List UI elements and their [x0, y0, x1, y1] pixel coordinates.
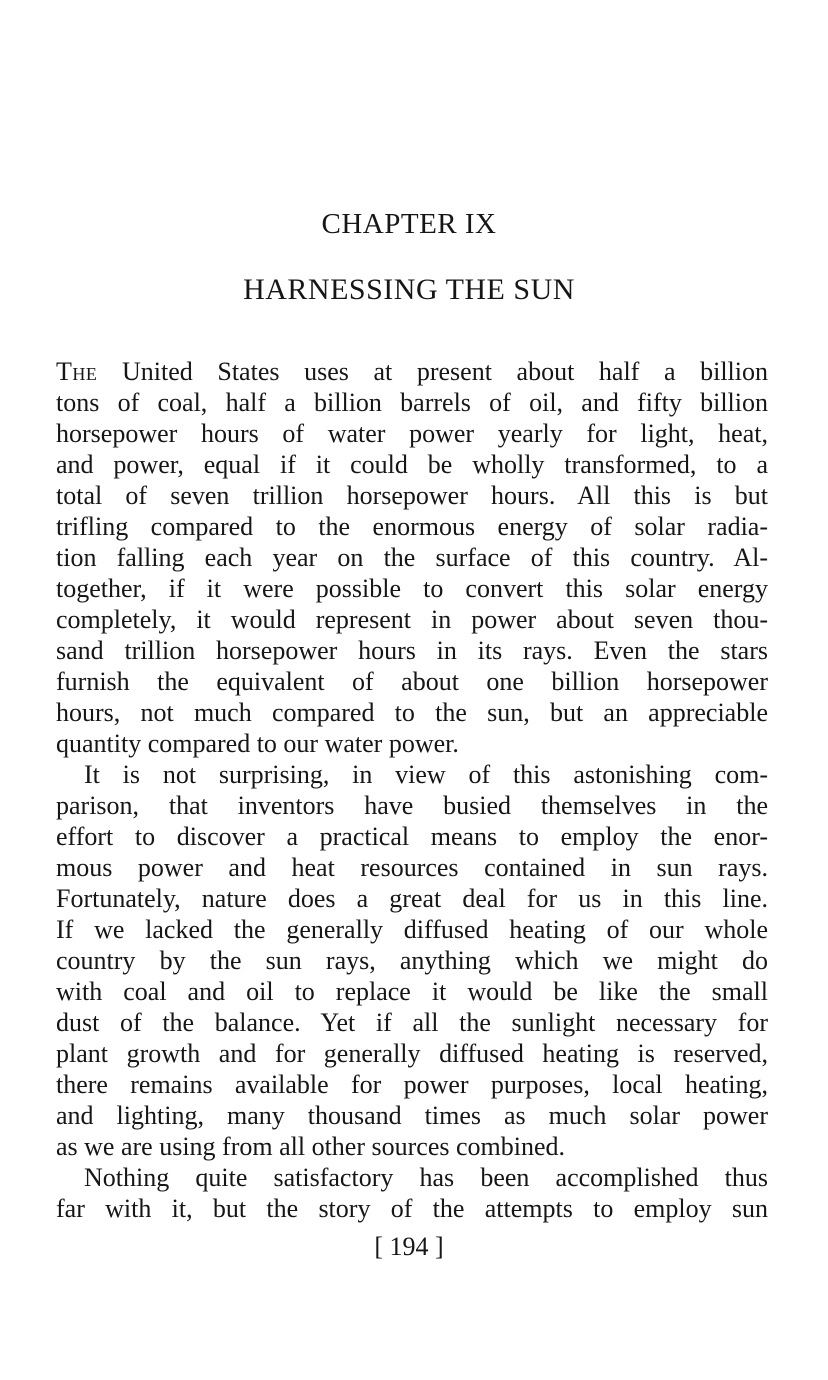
lead-word: The — [56, 357, 98, 386]
text-line: as we are using from all other sources combined. — [56, 1132, 566, 1161]
text-line: quantity compared to our water power. — [56, 729, 459, 758]
paragraph-1 — [56, 356, 768, 759]
chapter-number: CHAPTER IX — [321, 208, 497, 240]
text-line: there remains available for power purposes, local heating, — [56, 1070, 768, 1099]
text-line: parison, that inventors have busied themselves in the — [56, 791, 768, 820]
text-line: sand trillion horsepower hours in its rays. Even the stars — [56, 636, 768, 665]
text-line: completely, it would represent in power about seven thou- — [56, 605, 768, 634]
text-line: Nothing quite satisfactory has been accomplished thus — [84, 1163, 768, 1192]
text-line: dust of the balance. Yet if all the sunlight necessary for — [56, 1008, 768, 1037]
chapter-title: HARNESSING THE SUN — [243, 273, 575, 306]
text-line: plant growth and for generally diffused heating is reserved, — [56, 1039, 768, 1068]
text-line: hours, not much compared to the sun, but an appreciable — [56, 698, 768, 727]
text-line: together, if it were possible to convert this solar energy — [56, 574, 768, 603]
body-text — [56, 356, 768, 1224]
text-line: Fortunately, nature does a great deal for us in this line. — [56, 884, 768, 913]
text-line: with coal and oil to replace it would be like the small — [56, 977, 768, 1006]
text-line: effort to discover a practical means to employ the enor- — [56, 822, 768, 851]
text-line: mous power and heat resources contained in sun rays. — [56, 853, 768, 882]
text-line: total of seven trillion horsepower hours. All this is but — [56, 481, 768, 510]
text-line: tons of coal, half a billion barrels of oil, and fifty billion — [56, 388, 768, 417]
text-line: country by the sun rays, anything which we might do — [56, 946, 768, 975]
text-line: far with it, but the story of the attempts to employ sun — [56, 1194, 768, 1223]
text-line: and power, equal if it could be wholly transformed, to a — [56, 450, 768, 479]
text-line: It is not surprising, in view of this astonishing com- — [84, 760, 768, 789]
text-line: trifling compared to the enormous energy of solar radia- — [56, 512, 768, 541]
text-line: horsepower hours of water power yearly for light, heat, — [56, 419, 768, 448]
paragraph-2 — [56, 759, 768, 1162]
text-line: furnish the equivalent of about one billion horsepower — [56, 667, 768, 696]
text-line: and lighting, many thousand times as much solar power — [56, 1101, 768, 1130]
text-line: The United States uses at present about half a billion — [56, 357, 768, 386]
text-line: tion falling each year on the surface of this country. Al- — [56, 543, 768, 572]
text-line: If we lacked the generally diffused heating of our whole — [56, 915, 768, 944]
paragraph-3 — [56, 1162, 768, 1224]
page-number: [ 194 ] — [374, 1232, 444, 1261]
